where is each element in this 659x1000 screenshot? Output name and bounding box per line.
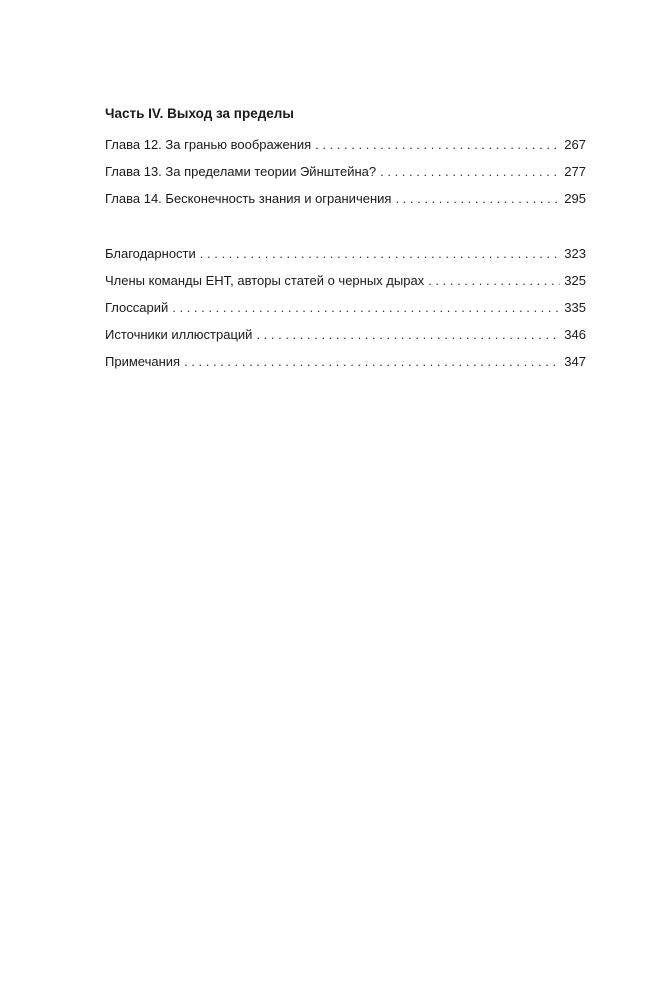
toc-entry-page: 267 [564, 137, 586, 152]
dot-leader [256, 321, 560, 348]
toc-entry-chapter-13 [105, 158, 586, 185]
toc-entry-title: Глоссарий [105, 300, 169, 315]
toc-entry-title: Примечания [105, 354, 181, 369]
toc-entry-page: 347 [564, 354, 586, 369]
toc-entry-acknowledgements [105, 240, 586, 267]
toc-entry-glossary [105, 294, 586, 321]
toc-entry-title: Глава 13. За пределами теории Эйнштейна? [105, 164, 377, 179]
toc-entry-page: 325 [564, 273, 586, 288]
toc-entry-title: Глава 12. За гранью воображения [105, 137, 312, 152]
toc-entry-chapter-12 [105, 131, 586, 158]
toc-entry-page: 346 [564, 327, 586, 342]
toc-entry-page: 277 [564, 164, 586, 179]
part-title: Часть IV. Выход за пределы [105, 106, 294, 121]
toc-entry-team-members [105, 267, 586, 294]
toc-entry-title: Источники иллюстраций [105, 327, 253, 342]
toc-entry-illustration-sources [105, 321, 586, 348]
dot-leader [200, 240, 561, 267]
section-spacer [105, 212, 586, 240]
dot-leader [172, 294, 560, 321]
toc-entry-page: 323 [564, 246, 586, 261]
toc-entry-title: Благодарности [105, 246, 196, 261]
table-of-contents [105, 104, 586, 375]
toc-entry-page: 335 [564, 300, 586, 315]
toc-entry-title: Члены команды ЕНТ, авторы статей о черных дырах [105, 273, 425, 288]
dot-leader [184, 348, 560, 375]
toc-entry-notes [105, 348, 586, 375]
dot-leader [315, 131, 560, 158]
toc-entry-page: 295 [564, 191, 586, 206]
toc-entry-title: Глава 14. Бесконечность знания и ограничения [105, 191, 392, 206]
dot-leader [380, 158, 560, 185]
toc-entry-chapter-14 [105, 185, 586, 212]
dot-leader [428, 267, 560, 294]
dot-leader [395, 185, 560, 212]
